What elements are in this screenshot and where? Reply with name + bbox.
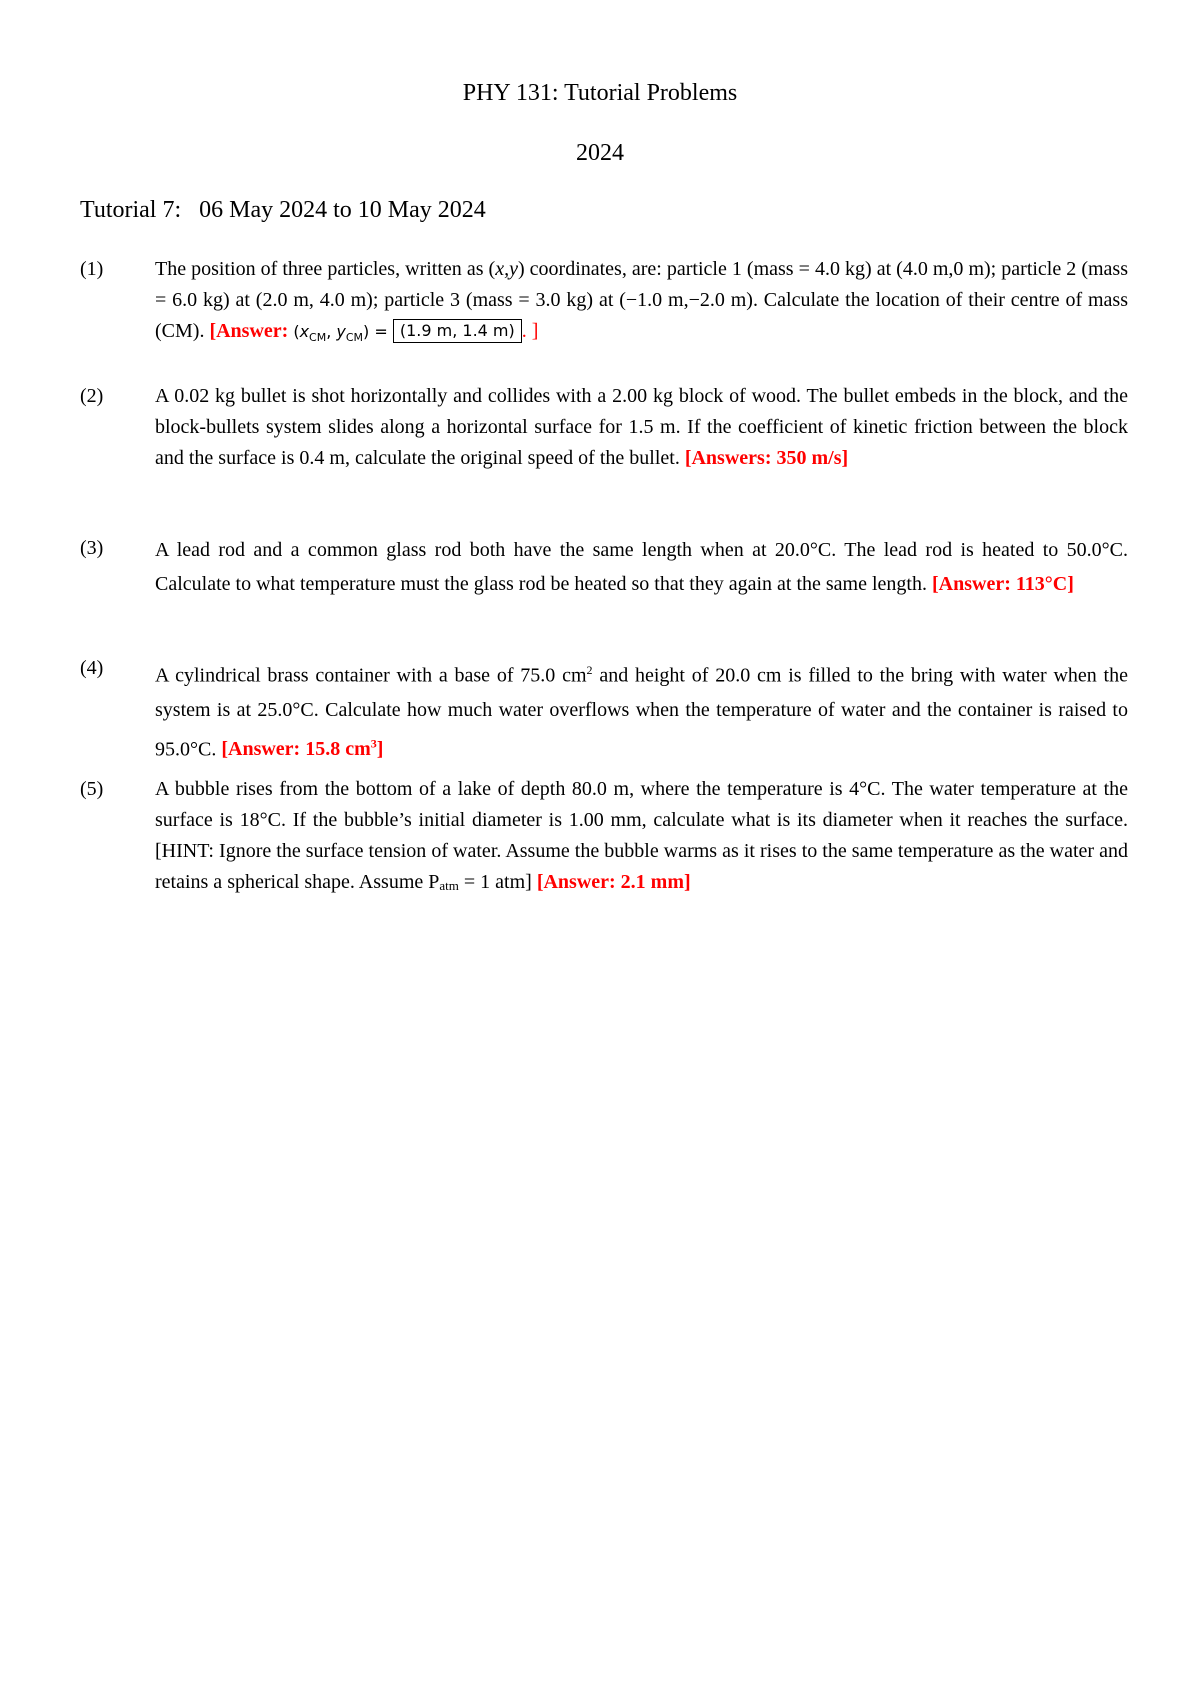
problem-number: (3) — [80, 537, 104, 559]
problem-number: (1) — [80, 258, 104, 280]
problem-text: The position of three particles, written as (x,y) coordinates, are: particle 1 (mass = 4.0 kg) at (4.0 m,0 m); particle 2 (mass = 6.0 kg) at (2.0 m, 4.0 m); particle 3 (mass = 3.0 kg) at (−1.0 m,−2.0 m). Calculate the location of their centre of mass (CM). [Answer: ($x_{CM}$, $y_{CM}) = (1.9$ m, 1.4 m) . ] — [155, 258, 1128, 345]
answer-label: [Answer: 15.8 $cm^3$] — [221, 736, 384, 761]
problem-text: A bubble rises from the bottom of a lake of depth 80.0 m, where the temperature is 4°C. The water temperature at the surface is 18°C. If the bubble’s initial diameter is 1.00 mm, calculate what is its diameter when it reaches the surface. [HINT: Ignore the surface tension of water. Assume the bubble warms as it rises to the same temperature as the water and retains a spherical shape. Assume $P_{atm} = 1$ atm] [Answer: 2.1 mm] — [155, 778, 1128, 893]
answer-formula: ($x_{CM}$, $y_{CM}) = (1.9$ m, 1.4 m) — [293, 322, 521, 341]
answer-label: [Answers: 350 m/s] — [684, 447, 849, 469]
tutorial-heading: Tutorial 7: 06 May 2024 to 10 May 2024 — [80, 197, 486, 223]
problem-text: A 0.02 kg bullet is shot horizontally and collides with a 2.00 kg block of wood. The bullet embeds in the block, and the block-bullets system slides along a horizontal surface for 1.5 m. If the coefficient of kinetic friction between the block and the surface is 0.4 m, calculate the original speed of the bullet. [Answers: 350 m/s] — [155, 385, 1128, 469]
answer-label: [Answer: — [209, 320, 294, 342]
course-title: PHY 131: Tutorial Problems — [462, 80, 738, 106]
answer-label: [Answer: 113°C] — [931, 573, 1074, 595]
answer-label: [Answer: 2.1 mm] — [536, 871, 691, 893]
boxed-answer-value: (1.9 m, 1.4 m) — [393, 319, 522, 343]
problem-text: A cylindrical brass container with a base of 75.0 $cm^2$ and height of 20.0 cm is filled to the bring with water when the system is at 25.0°C. Calculate how much water overflows when the temperature of water and the container is raised to 95.0°C. [Answer: 15.8 $cm^3$] — [155, 663, 1128, 761]
document-year: 2024 — [576, 140, 624, 166]
problem-text: A lead rod and a common glass rod both have the same length when at 20.0°C. The lead rod is heated to 50.0°C. Calculate to what temperature must the glass rod be heated so that they again at the same length. [Answer: 113°C] — [155, 539, 1128, 595]
problem-number: (2) — [80, 385, 104, 407]
problem-number: (5) — [80, 778, 104, 800]
problem-number: (4) — [80, 657, 104, 679]
